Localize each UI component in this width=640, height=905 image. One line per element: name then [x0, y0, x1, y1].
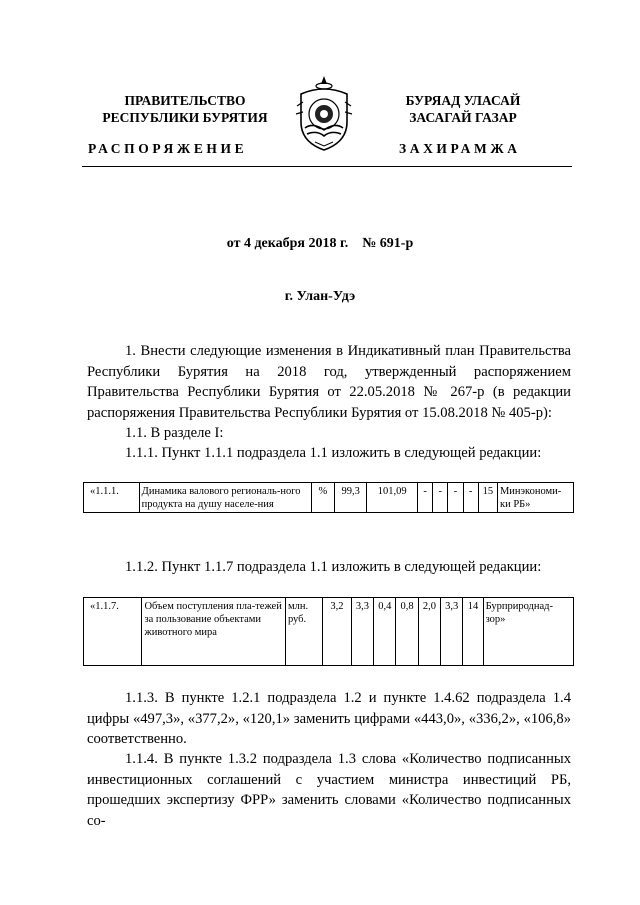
table-cell: 101,09	[367, 483, 418, 513]
table-cell: «1.1.7.	[84, 598, 142, 666]
table-cell: 3,2	[323, 598, 352, 666]
header-left-line2: РЕСПУБЛИКИ БУРЯТИЯ	[102, 110, 268, 125]
paragraph-1: 1. Внести следующие изменения в Индикативный план Правительства Республики Бурятия на 2018 год, утвержденный распоряжением Правительства Республики Бурятия от 22.05.2018 № 267-р (в редакции распоряжения Правительства Республики Бурятия от 15.08.2018 № 405-р):	[87, 343, 571, 421]
table-cell: 0,8	[396, 598, 418, 666]
paragraph-6: 1.1.4. В пункте 1.3.2 подраздела 1.3 слова «Количество подписанных инвестиционных соглашений с участием министра инвестиций РБ, прошедших экспертизу ФРР» заменить словами «Количество подписанных со-	[87, 751, 571, 829]
city: г. Улан-Удэ	[284, 289, 356, 304]
table-cell: -	[463, 483, 478, 513]
header-right-line2: ЗАСАГАЙ ГАЗАР	[409, 110, 517, 125]
paragraph-3: 1.1.1. Пункт 1.1.1 подраздела 1.1 изложить в следующей редакции:	[125, 445, 542, 461]
paragraph-2: 1.1. В разделе I:	[125, 425, 224, 441]
header-right-line1: БУРЯАД УЛАСАЙ	[405, 93, 521, 108]
table-cell: -	[433, 483, 448, 513]
paragraph-4: 1.1.2. Пункт 1.1.7 подраздела 1.1 изложить в следующей редакции:	[125, 559, 542, 575]
table-cell: -	[448, 483, 463, 513]
table-cell: 2,0	[418, 598, 440, 666]
table-cell: 99,3	[335, 483, 367, 513]
table-cell: 3,3	[351, 598, 373, 666]
date-number: от 4 декабря 2018 г. № 691-р	[226, 236, 414, 251]
header-right	[370, 92, 556, 126]
table-cell: млн. руб.	[285, 598, 322, 666]
header-left-line1: ПРАВИТЕЛЬСТВО	[124, 93, 246, 108]
table-item-1-1-7	[83, 597, 574, 666]
header-left	[92, 92, 278, 126]
table-cell: %	[311, 483, 334, 513]
table-cell: Бурприроднад-зор»	[483, 598, 573, 666]
coat-of-arms-icon	[293, 72, 355, 154]
table-item-1-1-1	[83, 482, 574, 513]
table-cell: Объем поступления пла-тежей за пользование объектами животного мира	[142, 598, 285, 666]
table-cell: 14	[463, 598, 483, 666]
header-divider	[82, 166, 572, 167]
table-cell: -	[418, 483, 433, 513]
doc-type-right: ЗАХИРАМЖА	[399, 141, 521, 156]
table-cell: 0,4	[374, 598, 396, 666]
table-cell: Минэкономи-ки РБ»	[497, 483, 573, 513]
table-row	[84, 483, 574, 513]
table-cell: 15	[478, 483, 497, 513]
table-cell: 3,3	[441, 598, 463, 666]
paragraph-5: 1.1.3. В пункте 1.2.1 подраздела 1.2 и пункте 1.4.62 подраздела 1.4 цифры «497,3», «377,2», «120,1» заменить цифрами «443,0», «336,2», «106,8» соответственно.	[87, 690, 571, 747]
table-cell: «1.1.1.	[84, 483, 140, 513]
doc-type-left: РАСПОРЯЖЕНИЕ	[88, 141, 248, 156]
table-row	[84, 598, 574, 666]
table-cell: Динамика валового региональ-ного продукта на душу населе-ния	[139, 483, 311, 513]
